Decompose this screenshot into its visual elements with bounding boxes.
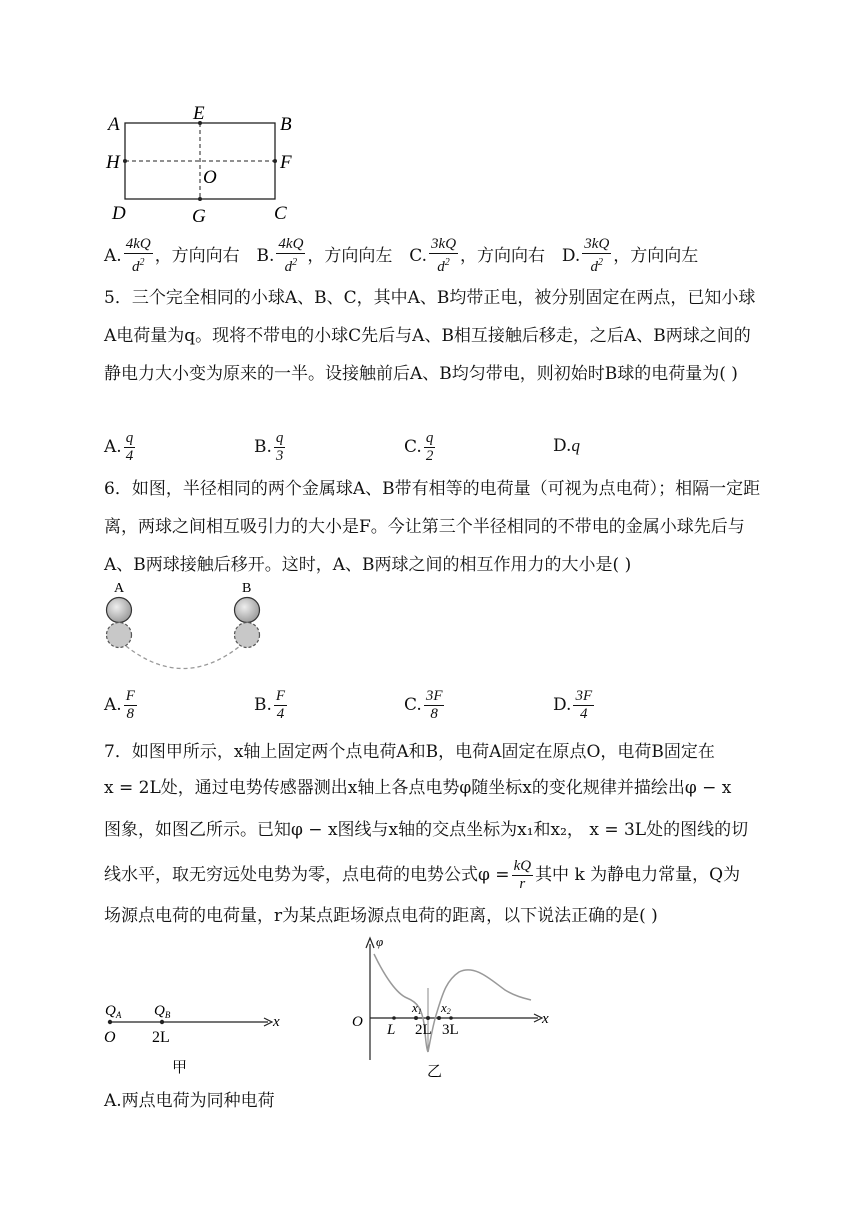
yi-l-label: L [387, 1022, 396, 1038]
jia-caption: 甲 [172, 1060, 188, 1076]
yi-x-label: x [542, 1011, 549, 1027]
label-F: F [280, 152, 292, 173]
q4-option-c[interactable]: C. $\frac{3kQ}{d^2}$ ，方向向右 [409, 236, 546, 275]
sphere-label-a: A [114, 581, 125, 596]
label-E: E [193, 105, 205, 124]
q5-option-b[interactable]: B. $\frac{q}{3}$ [254, 430, 284, 464]
label-O: O [203, 167, 217, 188]
label-H: H [106, 152, 120, 173]
q7-line-2: x = 2L处，通过电势传感器测出x轴上各点电势φ随坐标x的变化规律并描绘出φ − x [104, 778, 732, 798]
q4-option-a[interactable]: A. $\frac{4kQ}{d^2}$ ，方向向右 [104, 236, 240, 275]
yi-origin-label: O [352, 1014, 363, 1030]
q7-line-5: 场源点电荷的电荷量，r为某点距场源点电荷的距离，以下说法正确的是( ) [104, 906, 658, 926]
yi-2l-label: 2L [415, 1022, 432, 1038]
q4-option-d[interactable]: D. $\frac{3kQ}{d^2}$ ，方向向左 [561, 236, 699, 275]
q7-option-a[interactable]: A.两点电荷为同种电荷 [104, 1091, 275, 1111]
q5-option-c[interactable]: C. $\frac{q}{2}$ [404, 430, 434, 464]
sphere-label-b: B [242, 581, 252, 596]
q5-stem: 5．三个完全相同的小球A、B、C，其中A、B均带正电，被分别固定在两点，已知小球A电荷量为q。现将不带电的小球C先后与A、B相互接触后移走，之后A、B两球之间的静电力大小变为原来的一半。设接触前后A、B均匀带电，则初始时B球的电荷量为( ) [104, 288, 756, 384]
jia-origin-label: O [104, 1029, 116, 1046]
rectangle-figure [100, 105, 310, 225]
q4-options [104, 236, 698, 276]
q6-option-a[interactable]: A. $\frac{F}{8}$ [104, 688, 135, 722]
q6-option-d[interactable]: D. $\frac{3F}{4}$ [553, 688, 593, 722]
svg-text:QA: $Q_A$ [105, 1003, 122, 1020]
q7-line-4: 线水平，取无穷远处电势为零，点电荷的电势公式φ = $\frac{kQ}{r}$ 其中 k 为静电力常量，Q为 [104, 858, 741, 892]
svg-text:x1: x1 [412, 1000, 422, 1016]
svg-text:x2: x2 [441, 1000, 451, 1016]
q7-line-1: 7．如图甲所示，x轴上固定两个点电荷A和B，电荷A固定在原点O，电荷B固定在 [104, 742, 715, 762]
label-A: A [108, 114, 120, 135]
figure-jia [100, 995, 290, 1077]
sphere-a [107, 598, 132, 623]
label-G: G [192, 206, 206, 225]
yi-phi-label: φ [376, 934, 384, 949]
q6-option-b[interactable]: B. $\frac{F}{4}$ [254, 688, 286, 722]
sphere-b-shadow [235, 623, 260, 648]
q4-option-b[interactable]: B. $\frac{4kQ}{d^2}$ ，方向向左 [256, 236, 393, 275]
label-C: C [274, 203, 287, 224]
q6-stem: 6．如图，半径相同的两个金属球A、B带有相等的电荷量（可视为点电荷）；相隔一定距离，两球之间相互吸引力的大小是F。今让第三个半径相同的不带电的金属小球先后与A、B两球接触后移开。这时，A、B两球之间的相互作用力的大小是( ) [104, 479, 761, 575]
sphere-a-shadow [107, 623, 132, 648]
yi-3l-label: 3L [442, 1022, 459, 1038]
label-B: B [280, 114, 292, 135]
svg-text:QB: $Q_B$ [154, 1003, 171, 1020]
yi-caption: 乙 [427, 1064, 443, 1080]
figure-yi [345, 932, 565, 1082]
q5-option-a[interactable]: A. $\frac{q}{4}$ [104, 430, 134, 464]
label-D: D [112, 203, 126, 224]
sphere-b [235, 598, 260, 623]
q6-option-c[interactable]: C. $\frac{3F}{8}$ [404, 688, 443, 722]
jia-2l-label: 2L [152, 1029, 170, 1046]
q5-option-d[interactable]: D.q [553, 436, 580, 456]
two-spheres-figure [100, 576, 270, 680]
jia-x-label: x [273, 1014, 280, 1030]
q7-line-3: 图象，如图乙所示。已知φ − x图线与x轴的交点坐标为x₁和x₂， x = 3L处的图线的切 [104, 820, 749, 840]
